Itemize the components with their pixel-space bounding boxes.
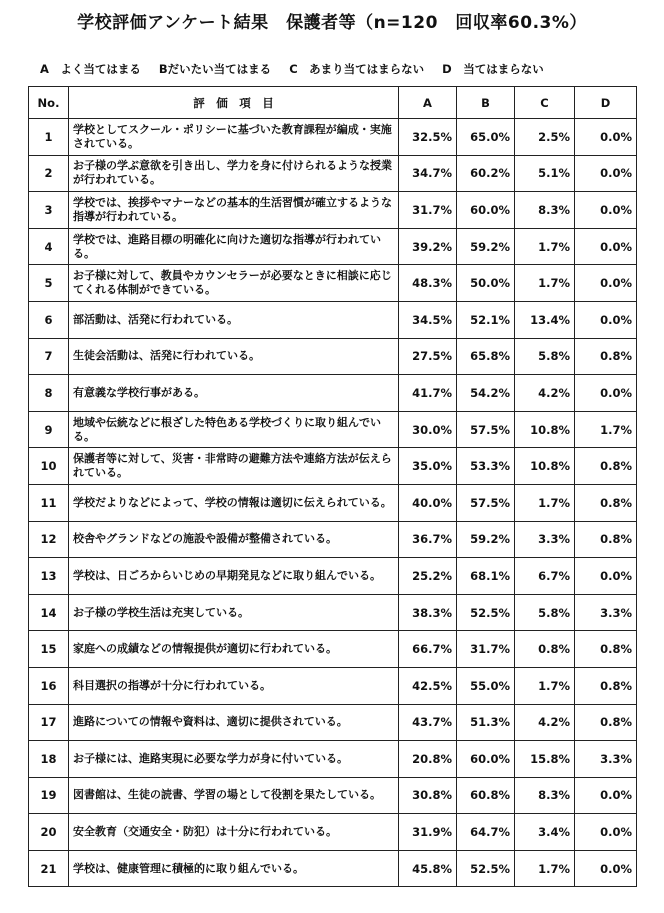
evaluation-item: 生徒会活動は、活発に行われている。 <box>69 338 399 375</box>
value-d: 0.0% <box>575 301 637 338</box>
table-row <box>29 338 637 375</box>
header-b: B <box>457 87 515 119</box>
value-b: 60.0% <box>457 741 515 778</box>
value-b: 54.2% <box>457 375 515 412</box>
legend-a: A よく当てはまる <box>40 62 141 76</box>
value-d: 0.8% <box>575 521 637 558</box>
value-d: 0.0% <box>575 558 637 595</box>
legend <box>40 61 640 77</box>
row-number: 19 <box>29 777 69 814</box>
value-d: 0.0% <box>575 192 637 229</box>
value-a: 39.2% <box>399 228 457 265</box>
row-number: 9 <box>29 411 69 448</box>
value-c: 6.7% <box>515 558 575 595</box>
value-d: 0.0% <box>575 850 637 887</box>
table-row <box>29 777 637 814</box>
legend-c: C あまり当てはまらない <box>289 62 425 76</box>
value-c: 1.7% <box>515 228 575 265</box>
value-b: 64.7% <box>457 814 515 851</box>
value-b: 52.1% <box>457 301 515 338</box>
value-a: 25.2% <box>399 558 457 595</box>
row-number: 6 <box>29 301 69 338</box>
table-row <box>29 558 637 595</box>
value-b: 60.0% <box>457 192 515 229</box>
header-d: D <box>575 87 637 119</box>
row-number: 1 <box>29 119 69 156</box>
value-c: 1.7% <box>515 667 575 704</box>
row-number: 4 <box>29 228 69 265</box>
evaluation-item: 有意義な学校行事がある。 <box>69 375 399 412</box>
value-d: 0.8% <box>575 631 637 668</box>
value-c: 5.8% <box>515 338 575 375</box>
table-row <box>29 119 637 156</box>
value-b: 65.0% <box>457 119 515 156</box>
value-c: 10.8% <box>515 411 575 448</box>
row-number: 14 <box>29 594 69 631</box>
value-c: 3.3% <box>515 521 575 558</box>
value-c: 5.8% <box>515 594 575 631</box>
value-d: 0.0% <box>575 119 637 156</box>
value-d: 0.8% <box>575 484 637 521</box>
value-b: 52.5% <box>457 850 515 887</box>
value-a: 34.7% <box>399 155 457 192</box>
value-a: 31.7% <box>399 192 457 229</box>
value-a: 34.5% <box>399 301 457 338</box>
evaluation-item: 学校だよりなどによって、学校の情報は適切に伝えられている。 <box>69 484 399 521</box>
value-c: 4.2% <box>515 704 575 741</box>
value-d: 0.8% <box>575 667 637 704</box>
value-c: 3.4% <box>515 814 575 851</box>
value-b: 57.5% <box>457 411 515 448</box>
table-header-row <box>29 87 637 119</box>
value-b: 60.8% <box>457 777 515 814</box>
table-row <box>29 741 637 778</box>
table-row <box>29 814 637 851</box>
value-d: 0.8% <box>575 704 637 741</box>
survey-results-table <box>28 86 637 887</box>
value-a: 40.0% <box>399 484 457 521</box>
table-row <box>29 594 637 631</box>
value-c: 1.7% <box>515 850 575 887</box>
evaluation-item: 進路についての情報や資料は、適切に提供されている。 <box>69 704 399 741</box>
value-b: 57.5% <box>457 484 515 521</box>
page-title: 学校評価アンケート結果 保護者等（n=120 回収率60.3%） <box>77 13 587 33</box>
value-c: 1.7% <box>515 265 575 302</box>
value-c: 5.1% <box>515 155 575 192</box>
value-b: 59.2% <box>457 228 515 265</box>
value-d: 1.7% <box>575 411 637 448</box>
evaluation-item: 学校は、日ごろからいじめの早期発見などに取り組んでいる。 <box>69 558 399 595</box>
value-b: 55.0% <box>457 667 515 704</box>
value-c: 0.8% <box>515 631 575 668</box>
value-c: 8.3% <box>515 192 575 229</box>
value-b: 52.5% <box>457 594 515 631</box>
header-c: C <box>515 87 575 119</box>
value-a: 30.0% <box>399 411 457 448</box>
table-row <box>29 301 637 338</box>
value-a: 27.5% <box>399 338 457 375</box>
row-number: 12 <box>29 521 69 558</box>
value-b: 31.7% <box>457 631 515 668</box>
row-number: 16 <box>29 667 69 704</box>
evaluation-item: 保護者等に対して、災害・非常時の避難方法や連絡方法が伝えられている。 <box>69 448 399 485</box>
value-a: 20.8% <box>399 741 457 778</box>
value-b: 53.3% <box>457 448 515 485</box>
header-a: A <box>399 87 457 119</box>
row-number: 15 <box>29 631 69 668</box>
evaluation-item: 家庭への成績などの情報提供が適切に行われている。 <box>69 631 399 668</box>
value-c: 1.7% <box>515 484 575 521</box>
value-d: 3.3% <box>575 741 637 778</box>
value-a: 42.5% <box>399 667 457 704</box>
value-a: 41.7% <box>399 375 457 412</box>
value-d: 0.0% <box>575 228 637 265</box>
value-a: 66.7% <box>399 631 457 668</box>
value-d: 0.0% <box>575 155 637 192</box>
row-number: 18 <box>29 741 69 778</box>
value-a: 43.7% <box>399 704 457 741</box>
header-no: No. <box>29 87 69 119</box>
table-row <box>29 521 637 558</box>
table-row <box>29 484 637 521</box>
value-d: 3.3% <box>575 594 637 631</box>
value-b: 68.1% <box>457 558 515 595</box>
row-number: 20 <box>29 814 69 851</box>
evaluation-item: 校舎やグランドなどの施設や設備が整備されている。 <box>69 521 399 558</box>
value-d: 0.0% <box>575 814 637 851</box>
evaluation-item: 学校では、挨拶やマナーなどの基本的生活習慣が確立するような指導が行われている。 <box>69 192 399 229</box>
evaluation-item: 科目選択の指導が十分に行われている。 <box>69 667 399 704</box>
evaluation-item: 学校は、健康管理に積極的に取り組んでいる。 <box>69 850 399 887</box>
value-a: 48.3% <box>399 265 457 302</box>
table-row <box>29 631 637 668</box>
value-c: 8.3% <box>515 777 575 814</box>
row-number: 3 <box>29 192 69 229</box>
evaluation-item: お子様に対して、教員やカウンセラーが必要なときに相談に応じてくれる体制ができている。 <box>69 265 399 302</box>
evaluation-item: お子様の学校生活は充実している。 <box>69 594 399 631</box>
row-number: 10 <box>29 448 69 485</box>
value-a: 31.9% <box>399 814 457 851</box>
row-number: 17 <box>29 704 69 741</box>
evaluation-item: お子様には、進路実現に必要な学力が身に付いている。 <box>69 741 399 778</box>
row-number: 11 <box>29 484 69 521</box>
value-b: 65.8% <box>457 338 515 375</box>
table-row <box>29 375 637 412</box>
legend-b: Bだいたい当てはまる <box>158 62 272 76</box>
value-b: 50.0% <box>457 265 515 302</box>
value-d: 0.0% <box>575 265 637 302</box>
value-a: 38.3% <box>399 594 457 631</box>
table-row <box>29 192 637 229</box>
row-number: 2 <box>29 155 69 192</box>
value-c: 13.4% <box>515 301 575 338</box>
table-row <box>29 850 637 887</box>
table-row <box>29 448 637 485</box>
evaluation-item: お子様の学ぶ意欲を引き出し、学力を身に付けられるような授業が行われている。 <box>69 155 399 192</box>
table-row <box>29 155 637 192</box>
row-number: 13 <box>29 558 69 595</box>
table-row <box>29 667 637 704</box>
legend-d: D 当てはまらない <box>442 62 544 76</box>
value-c: 15.8% <box>515 741 575 778</box>
value-a: 36.7% <box>399 521 457 558</box>
value-d: 0.0% <box>575 375 637 412</box>
row-number: 5 <box>29 265 69 302</box>
value-d: 0.0% <box>575 777 637 814</box>
table-row <box>29 228 637 265</box>
table-row <box>29 704 637 741</box>
value-c: 4.2% <box>515 375 575 412</box>
value-b: 60.2% <box>457 155 515 192</box>
row-number: 7 <box>29 338 69 375</box>
evaluation-item: 地域や伝統などに根ざした特色ある学校づくりに取り組んでいる。 <box>69 411 399 448</box>
evaluation-item: 図書館は、生徒の読書、学習の場として役割を果たしている。 <box>69 777 399 814</box>
evaluation-item: 安全教育（交通安全・防犯）は十分に行われている。 <box>69 814 399 851</box>
value-c: 10.8% <box>515 448 575 485</box>
value-b: 51.3% <box>457 704 515 741</box>
table-row <box>29 411 637 448</box>
value-c: 2.5% <box>515 119 575 156</box>
value-d: 0.8% <box>575 338 637 375</box>
row-number: 21 <box>29 850 69 887</box>
value-d: 0.8% <box>575 448 637 485</box>
value-a: 35.0% <box>399 448 457 485</box>
evaluation-item: 学校としてスクール・ポリシーに基づいた教育課程が編成・実施されている。 <box>69 119 399 156</box>
value-a: 45.8% <box>399 850 457 887</box>
value-b: 59.2% <box>457 521 515 558</box>
value-a: 30.8% <box>399 777 457 814</box>
evaluation-item: 部活動は、活発に行われている。 <box>69 301 399 338</box>
row-number: 8 <box>29 375 69 412</box>
evaluation-item: 学校では、進路目標の明確化に向けた適切な指導が行われている。 <box>69 228 399 265</box>
table-row <box>29 265 637 302</box>
header-item: 評 価 項 目 <box>69 87 399 119</box>
value-a: 32.5% <box>399 119 457 156</box>
